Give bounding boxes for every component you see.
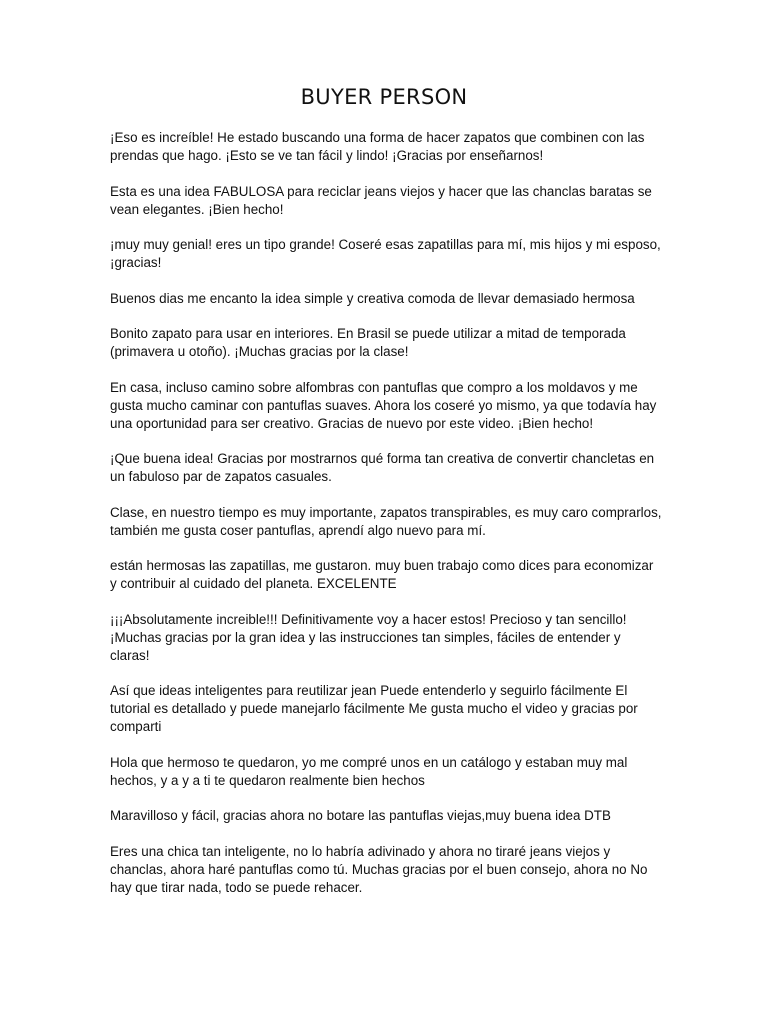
comment-paragraph: ¡Que buena idea! Gracias por mostrarnos qué forma tan creativa de convertir chancletas en un fabuloso par de zapatos casuales. bbox=[110, 451, 655, 484]
comment-paragraph: ¡¡¡Absolutamente increible!!! Definitivamente voy a hacer estos! Precioso y tan sencillo! ¡Muchas gracias por la gran idea y las instrucciones tan simples, fáciles de entender y claras! bbox=[110, 611, 627, 663]
comment-paragraph: Clase, en nuestro tiempo es muy importante, zapatos transpirables, es muy caro comprarlos, también me gusta coser pantuflas, aprendí algo nuevo para mí. bbox=[110, 504, 662, 538]
comment-paragraph: En casa, incluso camino sobre alfombras con pantuflas que compro a los moldavos y me gusta mucho caminar con pantuflas suaves. Ahora los coseré yo mismo, ya que todavía hay una oportunidad para ser creativo. Gracias de nuevo por este video. ¡Bien hecho! bbox=[110, 379, 657, 431]
comment-paragraph: Así que ideas inteligentes para reutilizar jean Puede entenderlo y seguirlo fácilmente El tutorial es detallado y puede manejarlo fácilmente Me gusta mucho el video y gracias por comparti bbox=[110, 683, 638, 734]
comment-paragraph: ¡Eso es increíble! He estado buscando una forma de hacer zapatos que combinen con las prendas que hago. ¡Esto se ve tan fácil y lindo! ¡Gracias por enseñarnos! bbox=[110, 130, 645, 163]
comment-paragraph: están hermosas las zapatillas, me gustaron. muy buen trabajo como dices para economizar y contribuir al cuidado del planeta. EXCELENTE bbox=[110, 558, 654, 591]
comment-paragraph: Bonito zapato para usar en interiores. En Brasil se puede utilizar a mitad de temporada (primavera u otoño). ¡Muchas gracias por la clase! bbox=[110, 326, 626, 359]
comment-paragraph: Esta es una idea FABULOSA para reciclar jeans viejos y hacer que las chanclas baratas se vean elegantes. ¡Bien hecho! bbox=[110, 183, 652, 217]
comment-paragraph: Buenos dias me encanto la idea simple y creativa comoda de llevar demasiado hermosa bbox=[110, 290, 635, 306]
comment-paragraph: ¡muy muy genial! eres un tipo grande! Coseré esas zapatillas para mí, mis hijos y mi esposo, ¡gracias! bbox=[110, 237, 661, 270]
document-title: BUYER PERSON bbox=[300, 85, 468, 109]
comment-paragraph: Hola que hermoso te quedaron, yo me compré unos en un catálogo y estaban muy mal hechos, y a y a ti te quedaron realmente bien hechos bbox=[110, 754, 628, 788]
document-body bbox=[110, 129, 662, 914]
comment-paragraph: Eres una chica tan inteligente, no lo habría adivinado y ahora no tiraré jeans viejos y chanclas, ahora haré pantuflas como tú. Muchas gracias por el buen consejo, ahora no No hay que tirar nada, todo se puede rehacer. bbox=[110, 843, 648, 895]
comment-paragraph: Maravilloso y fácil, gracias ahora no botare las pantuflas viejas,muy buena idea DTB bbox=[110, 808, 611, 823]
